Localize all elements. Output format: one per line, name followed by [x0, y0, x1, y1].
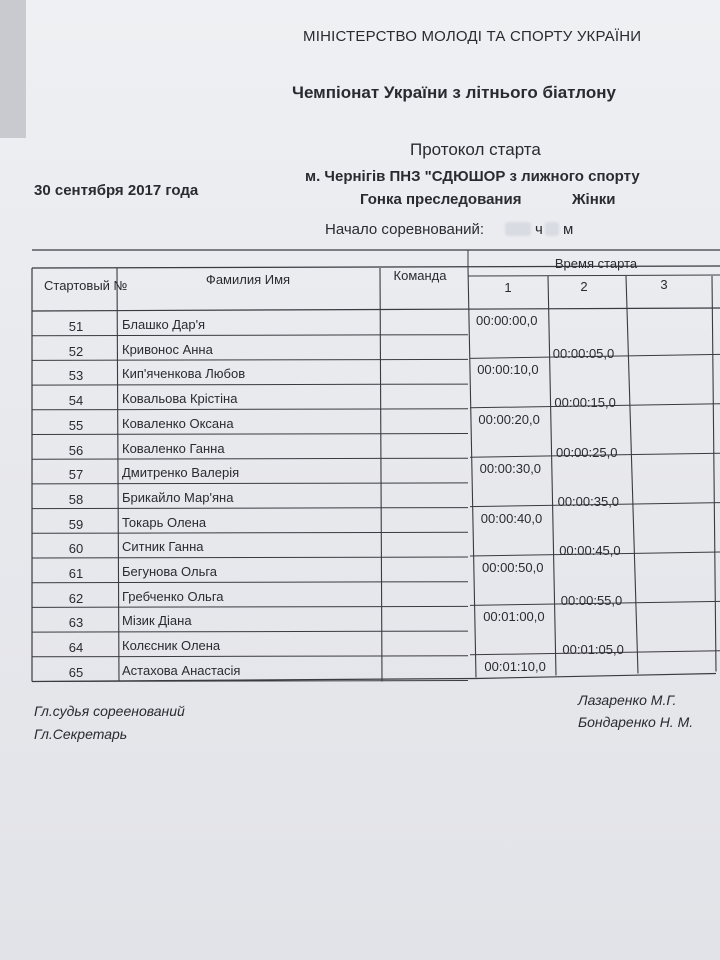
athlete-name: Блашко Дар'я [122, 317, 206, 332]
athlete-name: Коваленко Оксана [122, 415, 234, 431]
athlete-name: Мізик Діана [122, 613, 192, 629]
row-line-3 [32, 384, 468, 385]
bib-number: 54 [68, 393, 84, 409]
row-line-1 [32, 335, 468, 336]
athlete-name: Гребченко Ольга [122, 588, 224, 604]
race-type: Гонка преследования [360, 191, 522, 208]
row-line-5 [32, 434, 468, 435]
athlete-name: Брикайло Мар'яна [122, 489, 234, 505]
col-border-time3 [712, 276, 716, 672]
bib-number: 52 [68, 343, 84, 359]
bib-number: 55 [68, 417, 84, 433]
athlete-name: Бегунова Ольга [122, 564, 218, 579]
bib-number: 65 [68, 664, 84, 680]
bib-number: 61 [68, 566, 84, 581]
col-header-name: Фамилия Имя [205, 272, 291, 287]
start-time: 00:00:05,0 [552, 345, 615, 361]
start-hours-unit: ч [535, 221, 543, 238]
row-line-10 [32, 557, 468, 558]
race-date: 30 сентября 2017 года [34, 182, 199, 199]
row-line-12 [32, 606, 468, 607]
bib-number: 53 [68, 368, 84, 384]
col-header-bib: Стартовый № [44, 278, 128, 293]
race-category: Жінки [572, 191, 616, 208]
bib-number: 57 [68, 467, 84, 483]
row-line-13 [32, 631, 468, 632]
bib-number: 59 [68, 516, 84, 532]
col-border-team [468, 268, 476, 678]
row-line-6 [32, 458, 468, 459]
start-time: 00:00:50,0 [482, 560, 544, 575]
row-line-2 [32, 359, 468, 360]
start-time: 00:00:30,0 [479, 461, 542, 477]
start-time: 00:00:10,0 [477, 362, 539, 378]
col-border-time2 [626, 276, 638, 674]
chief-secretary-name: Бондаренко Н. М. [578, 714, 694, 730]
time-subcol-2: 2 [580, 279, 588, 294]
row-line-7 [32, 483, 468, 484]
row-line-14 [32, 656, 468, 657]
header-bottom-border [32, 308, 720, 311]
start-time-label: Начало соревнований: [325, 221, 485, 238]
ministry-title: МІНІСТЕРСТВО МОЛОДІ ТА СПОРТУ УКРАЇНИ [303, 28, 642, 45]
athlete-name: Коваленко Ганна [122, 440, 225, 456]
athlete-name: Токарь Олена [122, 514, 207, 530]
start-time: 00:00:40,0 [480, 510, 543, 526]
bib-number: 56 [68, 442, 84, 458]
bib-number: 58 [68, 491, 84, 507]
start-time: 00:01:10,0 [484, 658, 546, 674]
start-time: 00:00:45,0 [559, 543, 621, 559]
time-subcol-1: 1 [504, 280, 512, 295]
start-time: 00:00:25,0 [556, 444, 618, 460]
bib-number: 60 [68, 541, 84, 557]
time-subheader-line [468, 275, 720, 276]
col-border-bib [117, 268, 119, 682]
start-time: 00:00:55,0 [560, 592, 623, 608]
championship-title: Чемпіонат України з літнього біатлону [292, 83, 616, 102]
start-time: 00:00:00,0 [476, 313, 538, 328]
bib-number: 64 [68, 640, 84, 656]
bib-number: 63 [68, 615, 84, 631]
col-header-team: Команда [393, 268, 447, 283]
athlete-name: Ковальова Крістіна [122, 391, 238, 407]
row-line-9 [32, 532, 468, 533]
time-subcol-3: 3 [660, 277, 668, 292]
bib-number: 62 [68, 590, 84, 606]
athlete-name: Кип'яченкова Любов [122, 366, 246, 382]
venue-line: м. Чернігів ПНЗ "СДЮШОР з лижного спорту [305, 168, 640, 185]
col-border-time1 [548, 276, 556, 676]
start-time: 00:00:15,0 [554, 395, 616, 411]
col-border-name [380, 268, 382, 682]
athlete-name: Кривонос Анна [122, 341, 213, 357]
athlete-name: Ситник Ганна [122, 539, 204, 555]
protocol-title: Протокол старта [410, 140, 541, 159]
athlete-name: Дмитренко Валерія [122, 465, 240, 481]
row-line-11 [32, 582, 468, 583]
chief-judge-label: Гл.судья сореенований [34, 703, 185, 719]
start-minutes-unit: м [563, 221, 574, 238]
start-time: 00:01:05,0 [562, 642, 624, 658]
chief-judge-name: Лазаренко М.Г. [578, 692, 677, 708]
row-line-4 [32, 409, 468, 410]
athlete-name: Колєсник Олена [122, 638, 221, 654]
start-time: 00:01:00,0 [483, 609, 545, 625]
row-line-8 [32, 508, 468, 509]
chief-secretary-label: Гл.Секретарь [34, 726, 128, 742]
start-time: 00:00:20,0 [478, 411, 540, 427]
col-header-time: Время старта [554, 256, 638, 271]
bib-number: 51 [68, 319, 84, 334]
athlete-name: Астахова Анастасія [122, 662, 241, 678]
time-bottom-border [476, 674, 716, 679]
start-time: 00:00:35,0 [557, 493, 620, 509]
